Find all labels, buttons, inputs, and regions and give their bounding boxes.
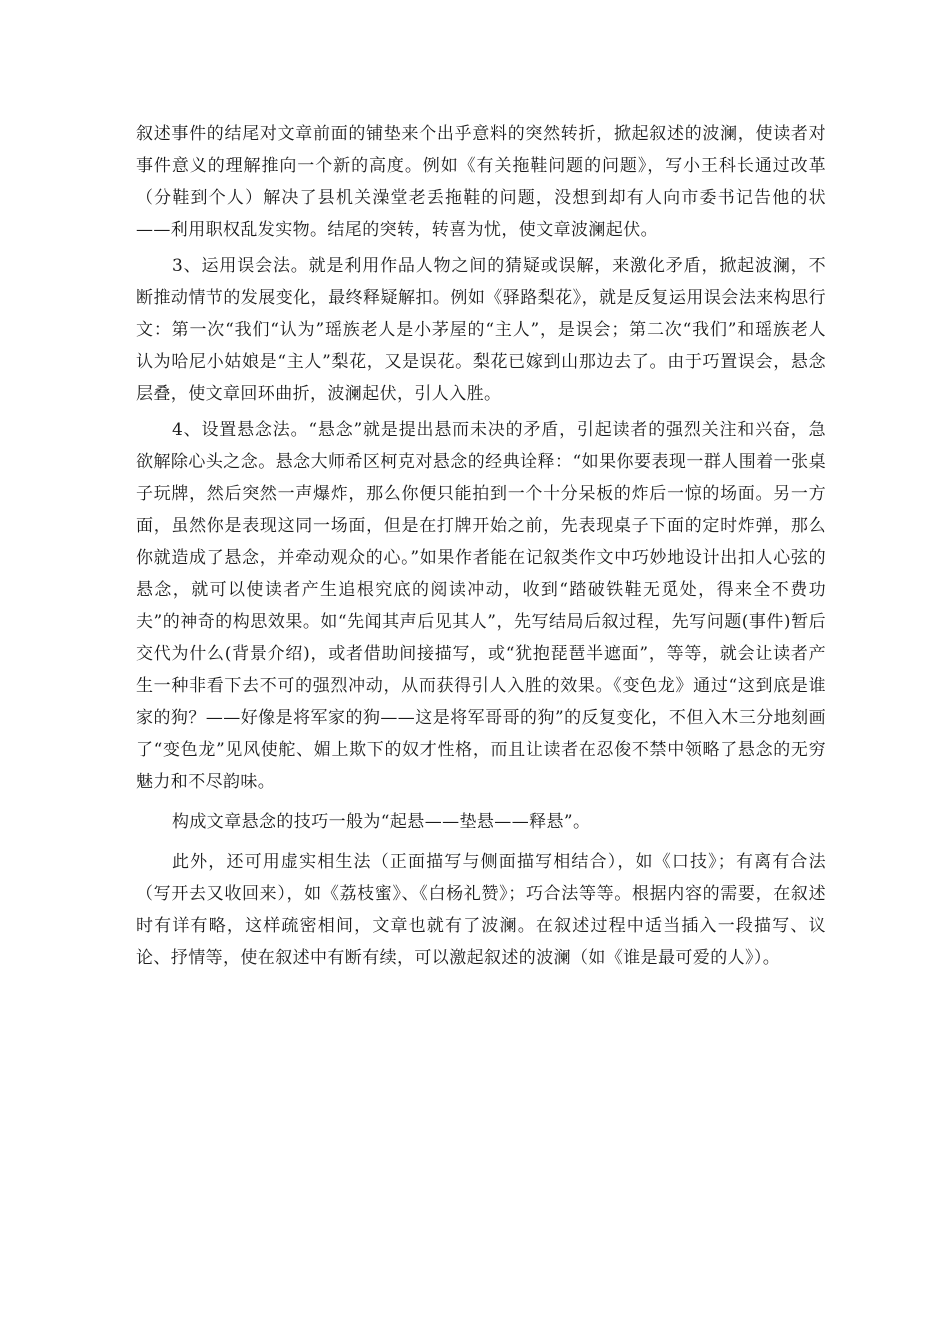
paragraph-misunderstanding-method: 3、运用误会法。就是利用作品人物之间的猜疑或误解，来激化矛盾，掀起波澜，不断推动情节的发展变化，最终释疑解扣。例如《驿路梨花》，就是反复运用误会法来构思行文：第一次“我们“认为”瑶族老人是小茅屋的“主人”，是误会；第二次“我们”和瑶族老人认为哈尼小姑娘是“主人”梨花，又是误花。梨花已嫁到山那边去了。由于巧置误会，悬念层叠，使文章回环曲折，波澜起伏，引人入胜。 <box>136 256 826 404</box>
document-body <box>136 118 826 978</box>
paragraph-suspense-method: 4、设置悬念法。“悬念”就是提出悬而未决的矛盾，引起读者的强烈关注和兴奋，急欲解除心头之念。悬念大师希区柯克对悬念的经典诠释：“如果你要表现一群人围着一张桌子玩牌，然后突然一声爆炸，那么你便只能拍到一个十分呆板的炸后一惊的场面。另一方面，虽然你是表现这同一场面，但是在打牌开始之前，先表现桌子下面的定时炸弹，那么你就造成了悬念，并牵动观众的心。”如果作者能在记叙类作文中巧妙地设计出扣人心弦的悬念，就可以使读者产生追根究底的阅读冲动，收到“踏破铁鞋无觅处，得来全不费功夫”的神奇的构思效果。如“先闻其声后见其人”，先写结局后叙过程，先写问题(事件)暂后交代为什么(背景介绍)，或者借助间接描写，或“犹抱琵琶半遮面”，等等，就会让读者产生一种非看下去不可的强烈冲动，从而获得引人入胜的效果。《变色龙》通过“这到底是谁家的狗？——好像是将军家的狗——这是将军哥哥的狗”的反复变化，不但入木三分地刻画了“变色龙”见风使舵、媚上欺下的奴才性格，而且让读者在忍俊不禁中领略了悬念的无穷魅力和不尽韵味。 <box>136 420 826 792</box>
paragraph-ending-twist: 叙述事件的结尾对文章前面的铺垫来个出乎意料的突然转折，掀起叙述的波澜，使读者对事件意义的理解推向一个新的高度。例如《有关拖鞋问题的问题》，写小王科长通过改革（分鞋到个人）解决了县机关澡堂老丢拖鞋的问题，没想到却有人向市委书记告他的状——利用职权乱发实物。结尾的突转，转喜为忧，使文章波澜起伏。 <box>136 124 826 240</box>
paragraph-other-methods: 此外，还可用虚实相生法（正面描写与侧面描写相结合），如《口技》；有离有合法（写开去又收回来），如《荔枝蜜》、《白杨礼赞》；巧合法等等。根据内容的需要，在叙述时有详有略，这样疏密相间，文章也就有了波澜。在叙述过程中适当插入一段描写、议论、抒情等，使在叙述中有断有续，可以激起叙述的波澜（如《谁是最可爱的人》）。 <box>136 852 826 968</box>
paragraph-suspense-technique: 构成文章悬念的技巧一般为“起悬——垫悬——释悬”。 <box>172 812 591 832</box>
